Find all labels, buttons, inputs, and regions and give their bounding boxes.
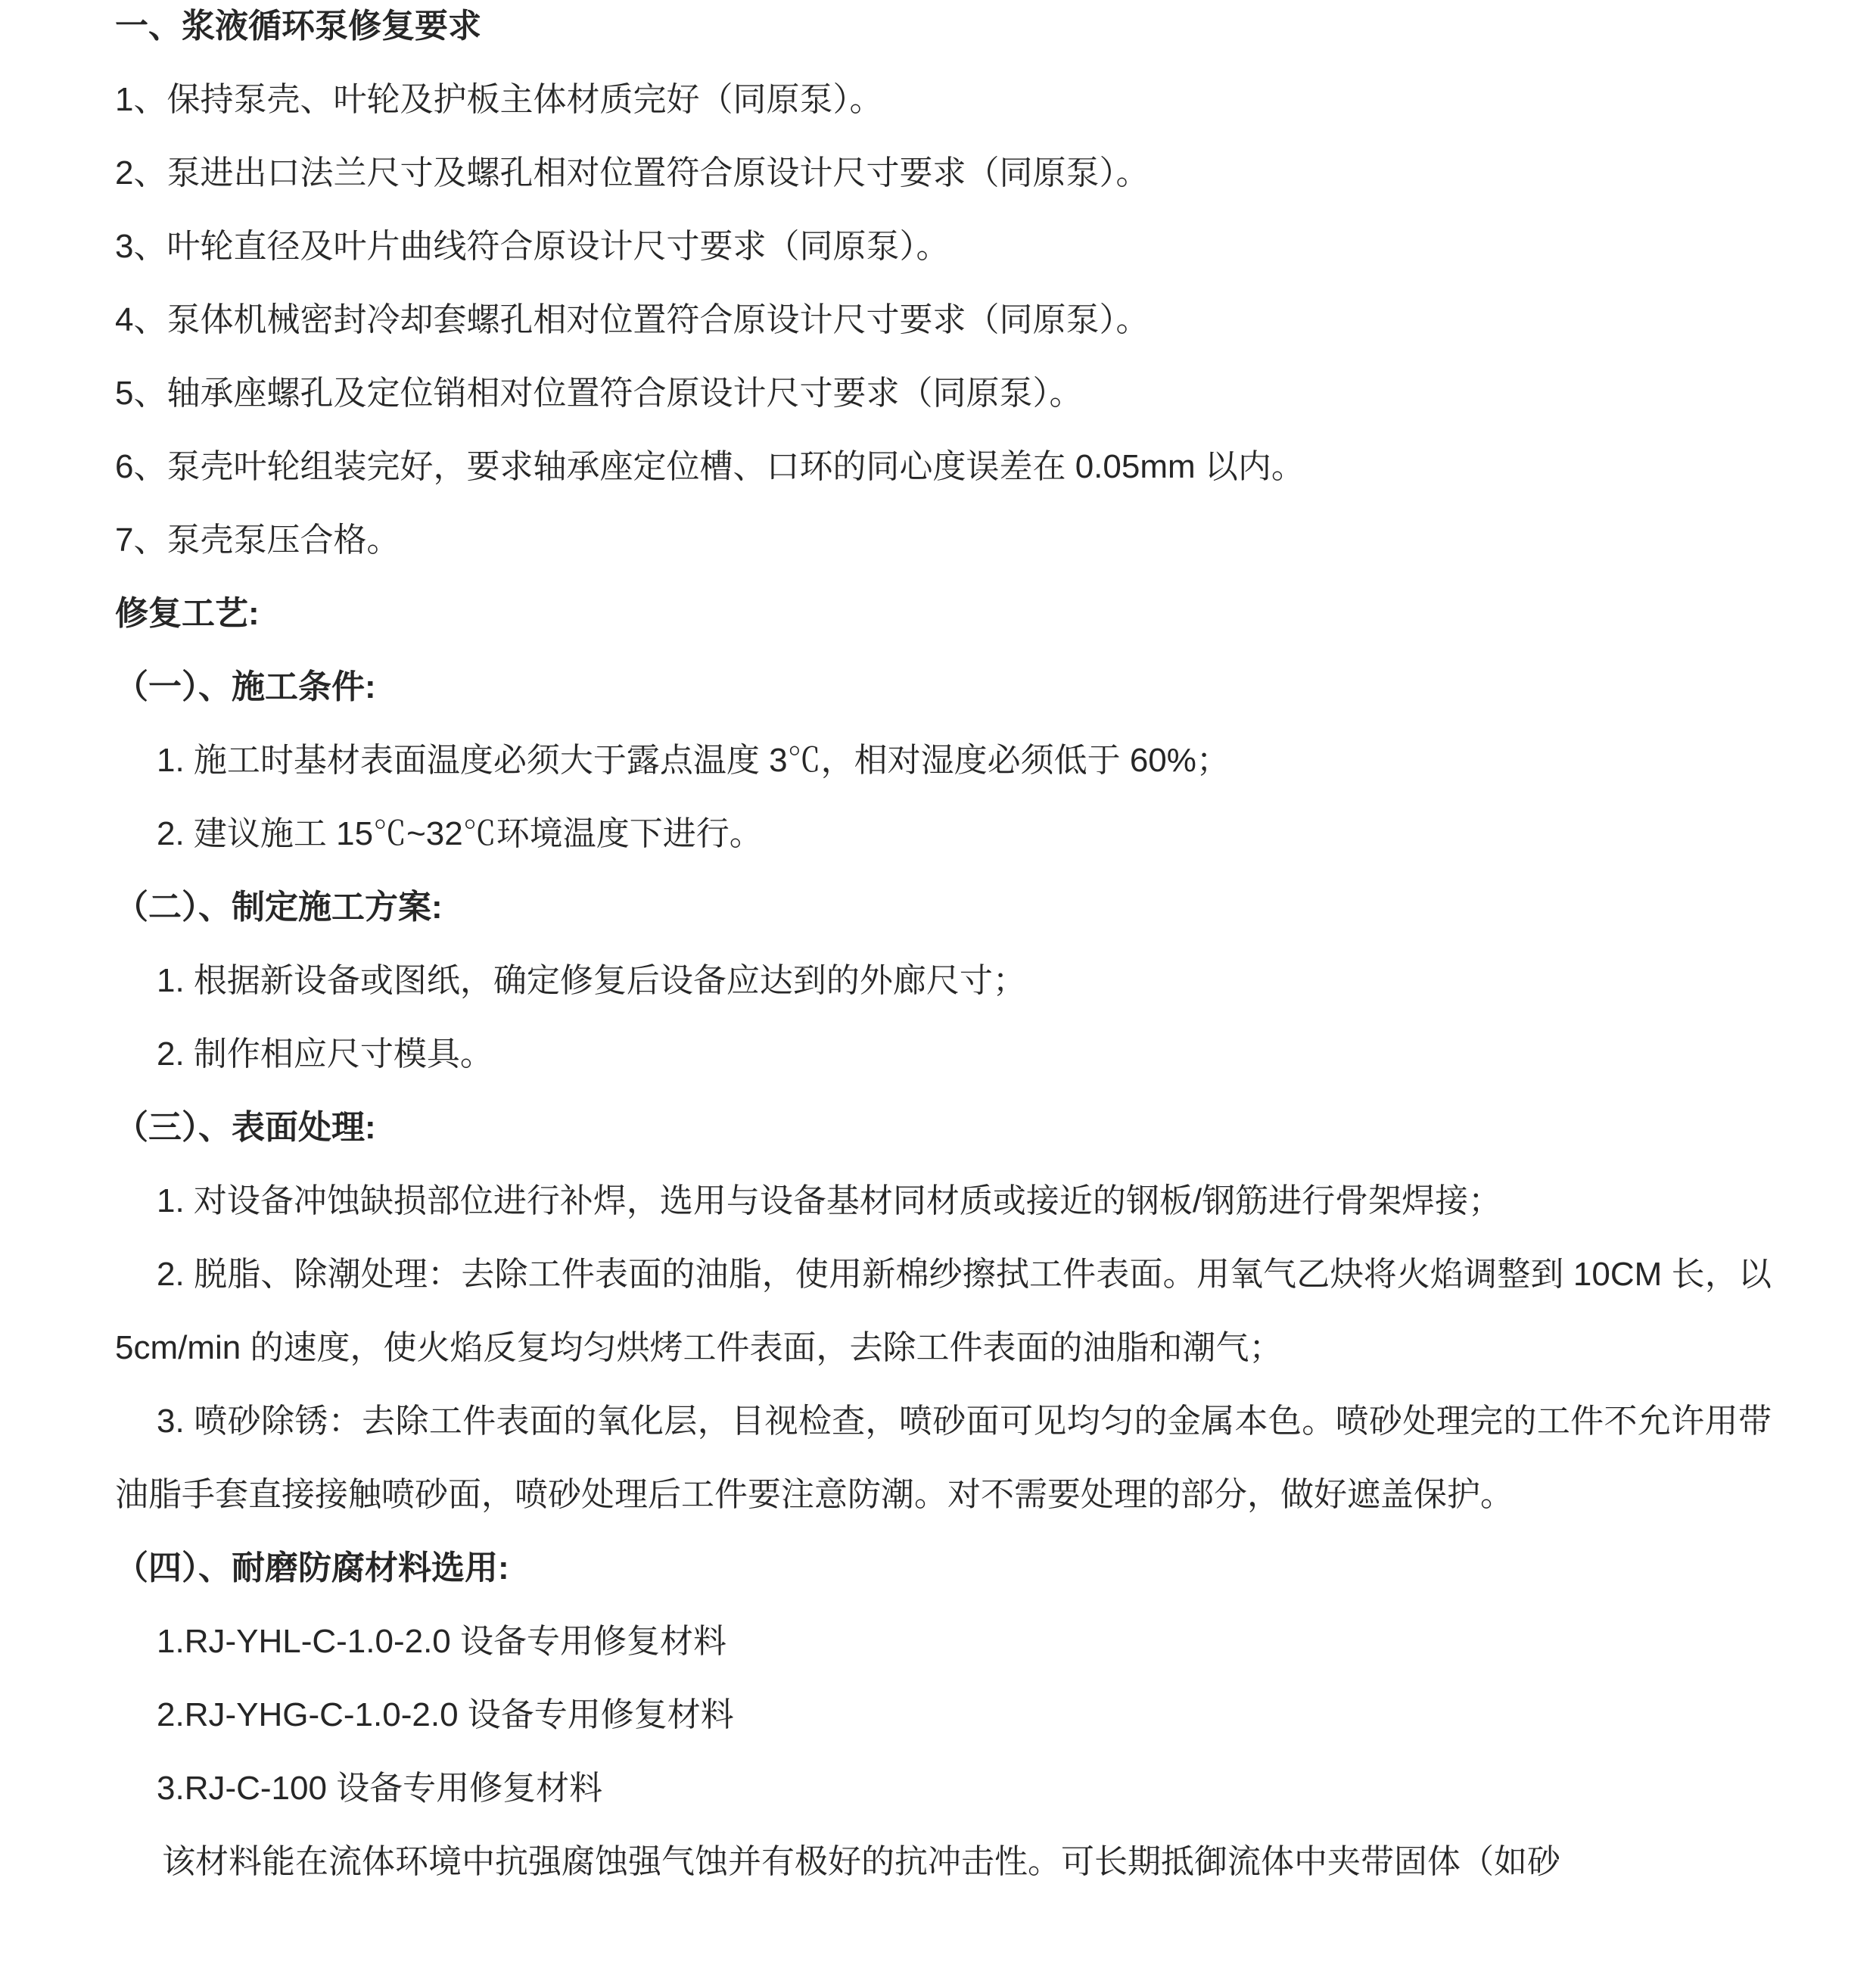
section-4-heading: （四）、耐磨防腐材料选用: (115, 1549, 509, 1587)
closing-paragraph: 该材料能在流体环境中抗强腐蚀强气蚀并有极好的抗冲击性。可长期抵御流体中夹带固体（如砂 (162, 1843, 1560, 1880)
requirement-item-4: 4、泵体机械密封冷却套螺孔相对位置符合原设计尺寸要求（同原泵）。 (115, 301, 1150, 338)
requirement-item-1: 1、保持泵壳、叶轮及护板主体材质完好（同原泵）。 (115, 81, 883, 118)
requirement-item-7: 7、泵壳泵压合格。 (115, 522, 400, 559)
section-2-heading: （二）、制定施工方案: (115, 889, 443, 926)
section-4-item-3: 3.RJ-C-100 设备专用修复材料 (157, 1770, 603, 1807)
requirement-item-3: 3、叶轮直径及叶片曲线符合原设计尺寸要求（同原泵）。 (115, 228, 950, 265)
section-3-item-2: 2. 脱脂、除潮处理：去除工件表面的油脂，使用新棉纱擦拭工件表面。用氧气乙炔将火焰调整到 10CM 长，以 5cm/min 的速度，使火焰反复均匀烘烤工件表面，去除工件表面的油脂和潮气； (115, 1256, 1772, 1366)
document-title: 一、浆液循环泵修复要求 (115, 8, 481, 45)
section-1-item-2: 2. 建议施工 15℃~32℃环境温度下进行。 (157, 815, 763, 852)
section-3-item-1: 1. 对设备冲蚀缺损部位进行补焊，选用与设备基材同材质或接近的钢板/钢筋进行骨架焊接； (157, 1182, 1502, 1219)
section-3-item-3: 3. 喷砂除锈：去除工件表面的氧化层，目视检查，喷砂面可见均匀的金属本色。喷砂处理完的工件不允许用带油脂手套直接接触喷砂面，喷砂处理后工件要注意防潮。对不需要处理的部分，做好遮盖保护。 (115, 1403, 1772, 1513)
section-3-heading: （三）、表面处理: (115, 1109, 376, 1146)
requirement-item-2: 2、泵进出口法兰尺寸及螺孔相对位置符合原设计尺寸要求（同原泵）。 (115, 154, 1150, 192)
section-2-item-1: 1. 根据新设备或图纸，确定修复后设备应达到的外廊尺寸； (157, 962, 1026, 999)
section-1-item-1: 1. 施工时基材表面温度必须大于露点温度 3℃，相对湿度必须低于 60%； (157, 742, 1230, 779)
section-4-item-2: 2.RJ-YHG-C-1.0-2.0 设备专用修复材料 (157, 1696, 734, 1733)
process-heading: 修复工艺: (115, 595, 260, 632)
section-2-item-2: 2. 制作相应尺寸模具。 (157, 1035, 493, 1073)
section-1-heading: （一）、施工条件: (115, 668, 376, 705)
requirement-item-5: 5、轴承座螺孔及定位销相对位置符合原设计尺寸要求（同原泵）。 (115, 375, 1083, 412)
document-body (115, 0, 1772, 1898)
requirement-item-6: 6、泵壳叶轮组装完好，要求轴承座定位槽、口环的同心度误差在 0.05mm 以内。 (115, 448, 1305, 485)
section-4-item-1: 1.RJ-YHL-C-1.0-2.0 设备专用修复材料 (157, 1623, 727, 1660)
